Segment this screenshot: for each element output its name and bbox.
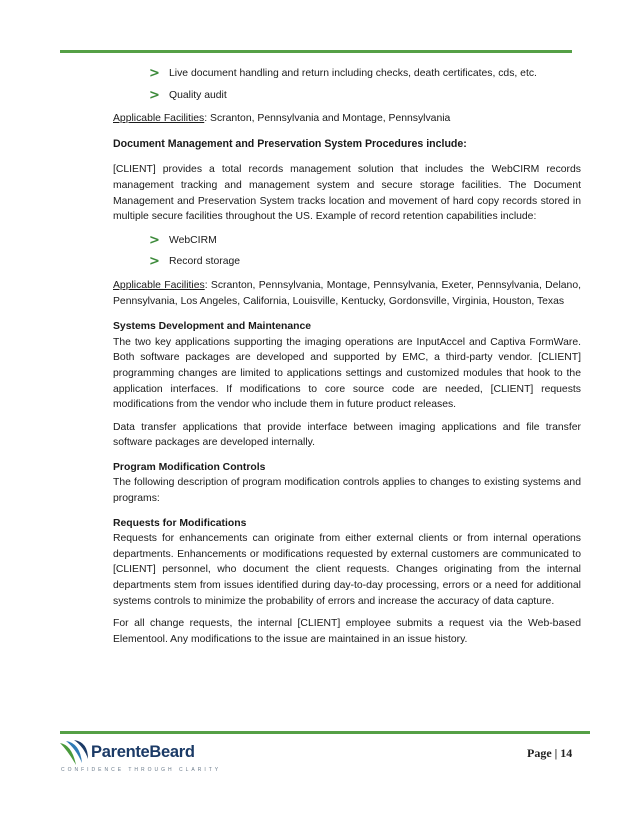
facilities-label: Applicable Facilities [113, 113, 205, 125]
arrow-bullet-icon: > [149, 254, 160, 270]
section-heading: Document Management and Preservation System Procedures include: [113, 137, 467, 150]
list-item [113, 254, 581, 270]
facilities-paragraph [113, 111, 581, 127]
paragraph: For all change requests, the internal [CLIENT] employee submits a request via the Web-based Elementool. Any modifications to the issue are maintained in an issue history. [113, 618, 581, 645]
bullet-text: WebCIRM [169, 234, 217, 246]
arrow-bullet-icon: > [149, 87, 160, 103]
logo-wordmark: ParenteBeard [91, 743, 195, 761]
header-rule [60, 50, 572, 53]
list-item [113, 233, 581, 249]
list-item [113, 88, 581, 104]
logo-tagline: CONFIDENCE THROUGH CLARITY [61, 767, 222, 773]
parentebeard-logo [58, 739, 248, 779]
page-body [113, 64, 581, 654]
paragraph: The following description of program modification controls applies to changes to existing systems and programs: [113, 477, 581, 505]
facilities-text: : Scranton, Pennsylvania and Montage, Pennsylvania [204, 113, 451, 125]
facilities-text: : Scranton, Pennsylvania, Montage, Pennsylvania, Exeter, Pennsylvania, Delano, Pennsylvania, Los Angeles, California, Louisville, Kentucky, Gordonsville, Virginia, Houston, Texas [113, 279, 581, 307]
bullet-text: Live document handling and return including checks, death certificates, cds, etc. [169, 68, 537, 79]
bullet-text: Quality audit [169, 89, 227, 101]
logo-mark-icon [58, 739, 94, 769]
section-heading: Requests for Modifications [113, 517, 247, 529]
section-heading: Systems Development and Maintenance [113, 321, 312, 333]
arrow-bullet-icon: > [149, 232, 160, 248]
paragraph: The two key applications supporting the imaging operations are InputAccel and Captiva FormWare. Both software packages are developed and supported by EMC, a third-party vendor. [CLIENT] programming changes are limited to applications settings and customized modules that hook to the application interfaces. If modifications to core source code are needed, [CLIENT] requests modifications from the vendor who include them in future product releases. [113, 336, 581, 411]
section-heading: Program Modification Controls [113, 461, 266, 473]
list-item [113, 66, 581, 82]
footer-rule [60, 731, 590, 734]
bullet-text: Record storage [169, 256, 241, 268]
paragraph: Data transfer applications that provide interface between imaging applications and file transfer software packages are developed internally. [113, 421, 581, 449]
paragraph: Requests for enhancements can originate from either external clients or from internal operations departments. Enhancements or modifications requested by external customers are communicated to [CLIENT] personnel, who document the client requests. Changes originating from the internal departments stem from issues identified during day-to-day processing, errors or a need for additional systems controls to minimize the probability of errors and increase the accuracy of data capture. [113, 533, 581, 607]
paragraph: [CLIENT] provides a total records management solution that includes the WebCIRM records management tracking and management system and secure storage facilities. The Document Management and Preservation System tracks location and movement of hard copy records stored in multiple secure facilities throughout the US. Example of record retention capabilities include: [113, 164, 581, 223]
page-number: Page | 14 [527, 746, 573, 760]
arrow-bullet-icon: > [149, 66, 160, 81]
facilities-paragraph [113, 278, 581, 309]
facilities-label: Applicable Facilities [113, 279, 205, 291]
